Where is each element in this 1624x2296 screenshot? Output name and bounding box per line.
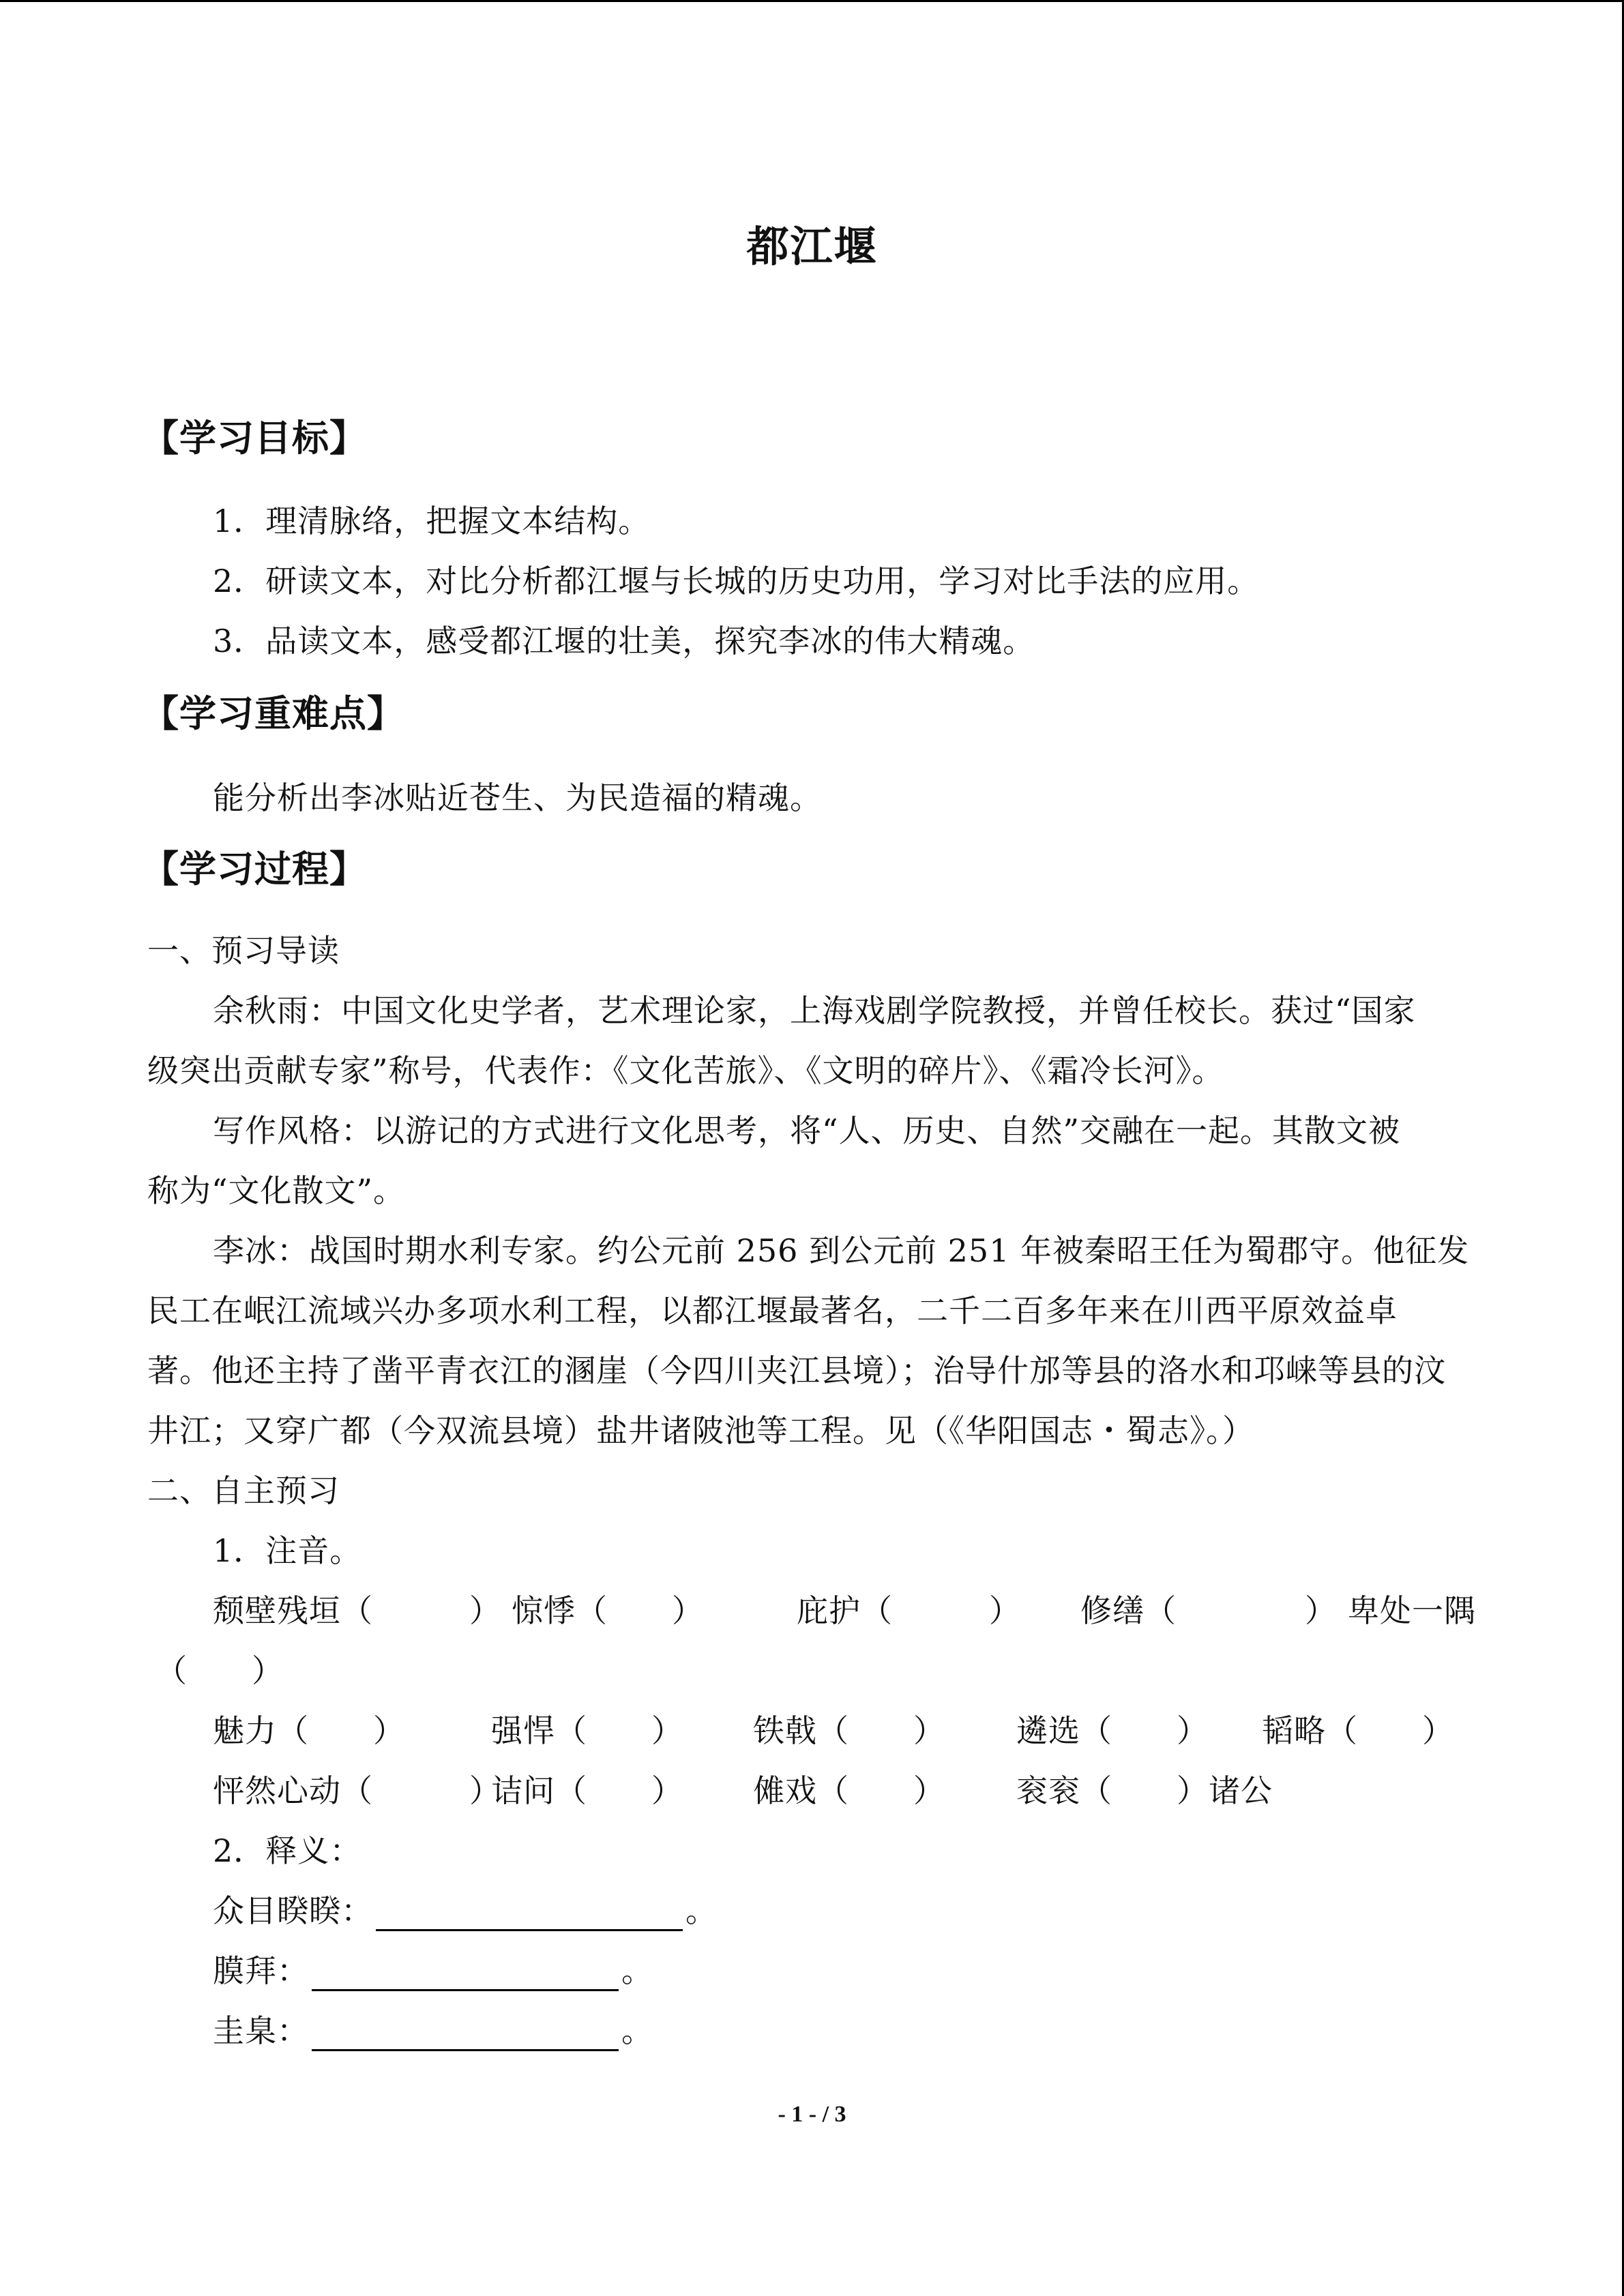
paragraph-line: 著。他还主持了凿平青衣江的溷崖（今四川夹江县境）；治导什邡等县的洛水和邛崃等县的汶: [147, 1352, 1446, 1389]
paragraph-line: 李冰：战国时期水利专家。约公元前 256 到公元前 251 年被秦昭王任为蜀郡守。他征发: [213, 1232, 1470, 1269]
definition-label: 众目睽睽：: [213, 1892, 373, 1929]
pinyin-item: 惊悸（ ）: [512, 1592, 704, 1629]
pinyin-item: 遴选（ ）: [1016, 1712, 1209, 1749]
goal-item: 2．研读文本，对比分析都江堰与长城的历史功用，学习对比手法的应用。: [213, 563, 1260, 599]
definition-label: 膜拜：: [213, 1952, 309, 1989]
period: 。: [685, 1892, 718, 1929]
period: 。: [621, 1952, 653, 1989]
goal-item: 3．品读文本，感受都江堰的壮美，探究李冰的伟大精魂。: [213, 623, 1035, 659]
part1-title: 一、预习导读: [147, 932, 340, 969]
paragraph-line: 余秋雨：中国文化史学者，艺术理论家，上海戏剧学院教授，并曾任校长。获过“国家: [213, 992, 1416, 1029]
question-2-title: 2．释义：: [213, 1832, 362, 1869]
paragraph-line: 级突出贡献专家”称号，代表作：《文化苦旅》、《文明的碎片》、《霜冷长河》。: [147, 1052, 1224, 1089]
pinyin-item: 魅力（ ）: [213, 1712, 405, 1749]
answer-blank[interactable]: [312, 1956, 619, 1991]
pinyin-item: （ ）: [156, 1652, 284, 1689]
paragraph-line: 民工在岷江流域兴办多项水利工程，以都江堰最著名，二千二百多年来在川西平原效益卓: [147, 1292, 1398, 1329]
paragraph-line: 井江；又穿广都（今双流县境）盐井诸陂池等工程。见（《华阳国志・蜀志》。）: [147, 1412, 1254, 1449]
definition-row: [213, 1890, 718, 1931]
paragraph-line: 称为“文化散文”。: [147, 1172, 406, 1209]
question-1-title: 1．注音。: [213, 1532, 362, 1569]
pinyin-item: 韬略（ ）: [1262, 1712, 1454, 1749]
goal-item: 1．理清脉络，把握文本结构。: [213, 503, 651, 539]
answer-blank[interactable]: [312, 2016, 619, 2051]
key-points-text: 能分析出李冰贴近苍生、为民造福的精魂。: [213, 779, 822, 816]
pinyin-item: 卑处一隅: [1348, 1592, 1476, 1629]
key-points-heading: 【学习重难点】: [142, 691, 404, 735]
definition-label: 圭臬：: [213, 2012, 309, 2049]
goals-heading: 【学习目标】: [142, 416, 367, 460]
pinyin-item: 衮衮（ ）诸公: [1016, 1772, 1273, 1809]
definition-row: [213, 1950, 653, 1991]
pinyin-item: 怦然心动（ ）: [213, 1772, 501, 1809]
pinyin-item: 诘问（ ）: [491, 1772, 683, 1809]
pinyin-item: 铁戟（ ）: [753, 1712, 945, 1749]
pinyin-item: 傩戏（ ）: [753, 1772, 945, 1809]
paragraph-line: 写作风格：以游记的方式进行文化思考，将“人、历史、自然”交融在一起。其散文被: [213, 1112, 1401, 1149]
definition-row: [213, 2010, 653, 2051]
part2-title: 二、自主预习: [147, 1472, 340, 1509]
pinyin-item: 修缮（ ）: [1080, 1592, 1337, 1629]
page-title: 都江堰: [746, 222, 878, 271]
page-number: - 1 - / 3: [778, 2102, 846, 2127]
pinyin-item: 颓壁残垣（ ）: [213, 1592, 501, 1629]
period: 。: [621, 2012, 653, 2049]
pinyin-item: 庇护（ ）: [797, 1592, 1021, 1629]
top-border: [0, 0, 1624, 2]
process-heading: 【学习过程】: [142, 847, 367, 891]
pinyin-item: 强悍（ ）: [491, 1712, 683, 1749]
answer-blank[interactable]: [376, 1896, 683, 1931]
